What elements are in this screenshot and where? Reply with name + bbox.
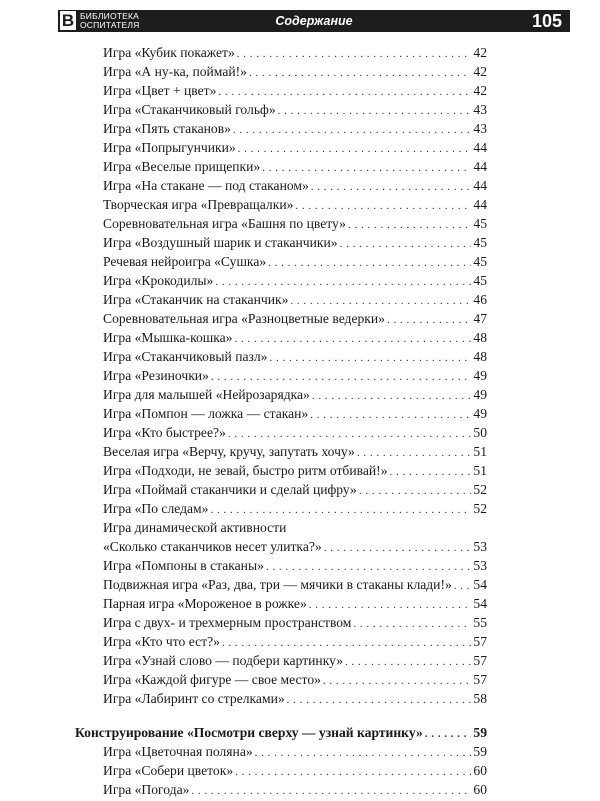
- toc-entry: [75, 195, 487, 214]
- dot-leader: [237, 45, 472, 64]
- dot-leader: [454, 577, 472, 596]
- dot-leader: [249, 64, 471, 83]
- toc-entry-page: 42: [473, 83, 487, 98]
- dot-leader: [268, 254, 471, 273]
- toc-entry: [75, 347, 487, 366]
- toc-entry-title: Игра «Крокодилы»: [103, 273, 214, 288]
- toc-entry-title: Парная игра «Мороженое в рожке»: [103, 596, 307, 611]
- dot-leader: [191, 782, 471, 801]
- toc-entry: [75, 157, 487, 176]
- toc-entry: [75, 366, 487, 385]
- dot-leader: [235, 763, 471, 782]
- toc-entry: [75, 309, 487, 328]
- dot-leader: [324, 539, 472, 558]
- toc-entry-title: «Сколько стаканчиков несет улитка?»: [103, 539, 322, 554]
- dot-leader: [233, 121, 471, 140]
- series-name-line1: БИБЛИОТЕКА: [80, 11, 140, 21]
- toc-entry-title: Игра «Стаканчиковый гольф»: [103, 102, 276, 117]
- table-of-contents: [75, 43, 487, 799]
- toc-entry-page: 51: [473, 444, 487, 459]
- toc-entry: [75, 575, 487, 594]
- dot-leader: [234, 330, 471, 349]
- toc-entry-page: 54: [473, 596, 487, 611]
- toc-entry-page: 45: [473, 273, 487, 288]
- toc-entry-page: 60: [473, 763, 487, 778]
- toc-entry-page: 48: [473, 330, 487, 345]
- toc-chapter-title: Конструирование «Посмотри сверху — узнай картинку»: [75, 725, 423, 740]
- toc-entry: [75, 100, 487, 119]
- toc-entry-title: Игра «А ну-ка, поймай!»: [103, 64, 247, 79]
- dot-leader: [348, 216, 471, 235]
- toc-entry-title: Игра «Веселые прищепки»: [103, 159, 261, 174]
- dot-leader: [278, 102, 472, 121]
- dot-leader: [345, 653, 471, 672]
- toc-entry: [75, 537, 487, 556]
- toc-entry: [75, 404, 487, 423]
- dot-leader: [269, 349, 471, 368]
- toc-entry-page: 53: [473, 558, 487, 573]
- toc-entry-title: Игра «Лабиринт со стрелками»: [103, 691, 285, 706]
- toc-entry: [75, 271, 487, 290]
- toc-entry-title: Соревновательная игра «Разноцветные ведерки»: [103, 311, 385, 326]
- toc-entry-title: Игра «На стакане — под стаканом»: [103, 178, 309, 193]
- toc-entry-page: 47: [473, 311, 487, 326]
- toc-entry: [75, 290, 487, 309]
- toc-entry: [75, 461, 487, 480]
- dot-leader: [387, 311, 471, 330]
- toc-entry-page: 57: [473, 672, 487, 687]
- toc-entry: [75, 252, 487, 271]
- toc-entry-page: 43: [473, 121, 487, 136]
- toc-entry-title: Игра для малышей «Нейрозарядка»: [103, 387, 310, 402]
- toc-entry: [75, 499, 487, 518]
- toc-entry-title: Игра «Помпоны в стаканы»: [103, 558, 264, 573]
- series-name-line2: ОСПИТАТЕЛЯ: [80, 20, 140, 30]
- toc-entry-line1: Игра динамической активности: [103, 520, 287, 535]
- toc-entry-title: Игра «Стаканчик на стаканчик»: [103, 292, 289, 307]
- toc-entry-page: 49: [473, 406, 487, 421]
- toc-entry: [75, 176, 487, 195]
- series-logo: В: [61, 11, 75, 30]
- toc-entry-title: Игра «Кубик покажет»: [103, 45, 235, 60]
- toc-entry-title: Соревновательная игра «Башня по цвету»: [103, 216, 346, 231]
- toc-entry-title: Игра «Резиночки»: [103, 368, 209, 383]
- toc-entry: [75, 62, 487, 81]
- toc-entry: [75, 81, 487, 100]
- toc-entry-title: Игра «Попрыгунчики»: [103, 140, 236, 155]
- toc-entry-page: 58: [473, 691, 487, 706]
- dot-leader: [353, 615, 471, 634]
- toc-entry-page: 48: [473, 349, 487, 364]
- toc-entry-title: Игра «Стаканчиковый пазл»: [103, 349, 268, 364]
- dot-leader: [238, 140, 472, 159]
- toc-entry-page: 53: [473, 539, 487, 554]
- dot-leader: [311, 178, 472, 197]
- toc-entry-title: Творческая игра «Превращалки»: [103, 197, 294, 212]
- toc-entry-page: 44: [473, 197, 487, 212]
- toc-entry-title: Игра «Мышка-кошка»: [103, 330, 233, 345]
- toc-entry-page: 54: [473, 577, 487, 592]
- toc-entry-page: 52: [473, 501, 487, 516]
- toc-entry-page: 44: [473, 140, 487, 155]
- toc-entry-title: Игра «Погода»: [103, 782, 190, 797]
- dot-leader: [390, 463, 472, 482]
- toc-entry: [75, 233, 487, 252]
- toc-entry-title: Веселая игра «Верчу, кручу, запутать хочу»: [103, 444, 355, 459]
- toc-entry: [75, 670, 487, 689]
- toc-group-c: [75, 742, 487, 799]
- toc-entry: [75, 742, 487, 761]
- toc-entry-multiline: [75, 518, 487, 556]
- dot-leader: [287, 691, 472, 710]
- toc-entry: [75, 780, 487, 799]
- toc-entry: [75, 613, 487, 632]
- toc-entry: [75, 385, 487, 404]
- toc-entry-page: 42: [473, 45, 487, 60]
- toc-entry-page: 60: [473, 782, 487, 797]
- dot-leader: [255, 744, 472, 763]
- toc-entry-page: 43: [473, 102, 487, 117]
- toc-chapter: [75, 723, 487, 742]
- toc-entry-title: Игра «Цвет + цвет»: [103, 83, 217, 98]
- toc-entry-page: 59: [473, 744, 487, 759]
- toc-entry-page: 44: [473, 159, 487, 174]
- toc-entry-page: 55: [473, 615, 487, 630]
- toc-entry-page: 57: [473, 653, 487, 668]
- dot-leader: [312, 387, 472, 406]
- dot-leader: [323, 672, 471, 691]
- toc-entry-title: Речевая нейроигра «Сушка»: [103, 254, 267, 269]
- toc-entry: [75, 689, 487, 708]
- toc-entry: [75, 632, 487, 651]
- toc-entry-title: Игра «Помпон — ложка — стакан»: [103, 406, 309, 421]
- toc-entry-page: 52: [473, 482, 487, 497]
- toc-entry-title: Игра «Узнай слово — подбери картинку»: [103, 653, 344, 668]
- toc-entry-title: Игра «Воздушный шарик и стаканчики»: [103, 235, 338, 250]
- dot-leader: [310, 406, 471, 425]
- toc-chapter-page: 59: [473, 725, 487, 740]
- toc-entry-page: 45: [473, 235, 487, 250]
- toc-entry-page: 50: [473, 425, 487, 440]
- dot-leader: [359, 482, 472, 501]
- toc-group-b: [75, 556, 487, 708]
- toc-entry-page: 49: [473, 368, 487, 383]
- toc-entry: [75, 119, 487, 138]
- toc-entry: [75, 761, 487, 780]
- section-title: Содержание: [275, 14, 353, 28]
- page-number: 105: [531, 11, 562, 31]
- running-header: [58, 10, 570, 32]
- dot-leader: [340, 235, 472, 254]
- toc-entry: [75, 328, 487, 347]
- toc-entry: [75, 214, 487, 233]
- toc-entry-title: Игра «Поймай стаканчики и сделай цифру»: [103, 482, 357, 497]
- toc-entry-page: 51: [473, 463, 487, 478]
- toc-entry-title: Подвижная игра «Раз, два, три — мячики в стаканы клади!»: [103, 577, 452, 592]
- toc-entry-page: 45: [473, 216, 487, 231]
- toc-group-a: [75, 43, 487, 518]
- toc-entry-page: 46: [473, 292, 487, 307]
- toc-entry: [75, 442, 487, 461]
- toc-entry-title: Игра «Подходи, не зевай, быстро ритм отбивай!»: [103, 463, 388, 478]
- toc-entry-page: 44: [473, 178, 487, 193]
- toc-entry: [75, 651, 487, 670]
- toc-entry-title: Игра с двух- и трехмерным пространством: [103, 615, 352, 630]
- toc-entry-title: Игра «Пять стаканов»: [103, 121, 231, 136]
- toc-entry: [75, 43, 487, 62]
- toc-entry-title: Игра «По следам»: [103, 501, 209, 516]
- toc-entry-page: 57: [473, 634, 487, 649]
- toc-entry-page: 45: [473, 254, 487, 269]
- toc-entry-title: Игра «Кто быстрее?»: [103, 425, 226, 440]
- toc-entry-title: Игра «Цветочная поляна»: [103, 744, 253, 759]
- toc-entry-title: Игра «Собери цветок»: [103, 763, 234, 778]
- toc-entry-page: 42: [473, 64, 487, 79]
- toc-entry: [75, 423, 487, 442]
- toc-entry-page: 49: [473, 387, 487, 402]
- toc-entry-title: Игра «Каждой фигуре — свое место»: [103, 672, 321, 687]
- toc-entry: [75, 480, 487, 499]
- toc-entry: [75, 594, 487, 613]
- toc-entry: [75, 138, 487, 157]
- toc-entry: [75, 556, 487, 575]
- toc-entry-title: Игра «Кто что ест?»: [103, 634, 220, 649]
- dot-leader: [425, 725, 472, 744]
